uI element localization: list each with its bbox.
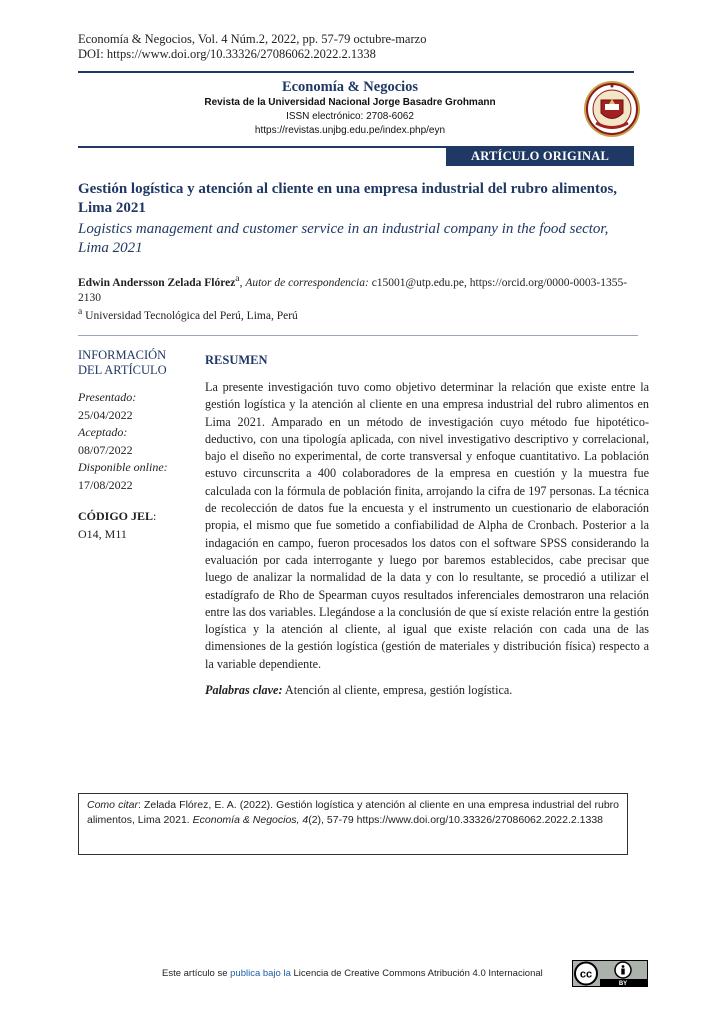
author-contact[interactable]: c15001@utp.edu.pe, https://orcid.org/0000-0003-1355-2130	[78, 276, 628, 305]
header-doi[interactable]: DOI: https://www.doi.org/10.33326/27086062.2022.2.1338	[78, 47, 376, 61]
online-label: Disponible online:	[78, 460, 168, 474]
author-line: Edwin Andersson Zelada Flórez$^a$, Autor de correspondencia: c15001@utp.edu.pe, https://orcid.org/0000-0003-1355-2130	[78, 273, 628, 305]
affiliation	[78, 304, 298, 324]
author-name: Edwin Andersson Zelada Flórez	[78, 276, 236, 289]
article-type-banner: ARTÍCULO ORIGINAL	[446, 146, 634, 166]
keywords-label: Palabras clave:	[205, 683, 283, 698]
journal-subtitle: Revista de la Universidad Nacional Jorge Basadre Grohmann	[204, 97, 496, 108]
journal-url[interactable]: https://revistas.unjbg.edu.pe/index.php/eyn	[254, 125, 446, 136]
cite-issue-doi[interactable]: (2), 57-79 https://www.doi.org/10.33326/27086062.2022.2.1338	[308, 814, 604, 826]
affiliation-text: Universidad Tecnológica del Perú, Lima, Perú	[85, 309, 298, 322]
cc-symbol: cc	[579, 968, 593, 981]
header-citation: Economía & Negocios, Vol. 4 Núm.2, 2022, pp. 57-79 octubre-marzo	[78, 32, 427, 46]
journal-name: Economía & Negocios	[281, 79, 419, 95]
university-seal-logo	[583, 80, 641, 138]
jel-codes: O14, M11	[78, 526, 127, 541]
keywords-list: Atención al cliente, empresa, gestión logística.	[284, 683, 513, 698]
running-header	[78, 32, 426, 62]
header-rule	[78, 71, 634, 73]
license-suffix: Licencia de Creative Commons Atribución 4.0 Internacional	[290, 968, 543, 979]
jel-title: CÓDIGO JEL:	[78, 509, 157, 523]
accepted-label: Aceptado:	[78, 425, 128, 439]
author-role: Autor de correspondencia:	[245, 276, 369, 289]
cite-text: : Zelada Flórez, E. A. (2022). Gestión logística y atención al cliente en una empresa industrial del rubro alimentos, Lima 2021.	[87, 799, 619, 826]
author-affil-mark: a	[235, 273, 240, 284]
article-info-title: INFORMACIÓN DEL ARTÍCULO	[78, 348, 167, 377]
how-to-cite-box	[78, 793, 628, 855]
keywords	[205, 682, 649, 699]
license-prefix: Este artículo se	[162, 968, 231, 979]
journal-issn: ISSN electrónico: 2708-6062	[286, 111, 414, 122]
license-notice	[162, 968, 543, 980]
cite-journal: Economía & Negocios, 4	[192, 814, 309, 826]
online-date: 17/08/2022	[78, 477, 133, 492]
article-info-sidebar	[78, 348, 188, 543]
abstract-title: RESUMEN	[205, 353, 268, 367]
cite-label: Como citar	[87, 799, 138, 811]
section-divider	[78, 335, 638, 336]
abstract-section	[205, 353, 649, 699]
affiliation-mark: a	[78, 306, 83, 317]
license-link[interactable]: publica bajo la	[230, 968, 291, 979]
journal-masthead	[200, 78, 500, 138]
cc-by-badge[interactable]	[572, 960, 648, 987]
by-label: BY	[618, 981, 628, 987]
presented-label: Presentado:	[78, 390, 137, 404]
accepted-date: 08/07/2022	[78, 442, 133, 457]
abstract-text: La presente investigación tuvo como objetivo determinar la relación que existe entre la gestión logística y la atención al cliente en una empresa industrial del rubro alimentos en Lima 2021. Amparado en un método de investigación cuyo método fue hipotético-deductivo, con una tipología aplicada, con nivel investigativo descriptivo y correlacional, bajo el diseño no experimental, de corte transversal y enfoque cuantitativo. La población estuvo circunscrita a 400 colaboradores de la empresa en cuestión y la muestra fue calculada con la fórmula de población finita, arrojando la cifra de 197 personas. La técnica de recolección de datos fue la encuesta y el instrumento un cuestionario de elaboración propia, el mismo que fue sometido a confiabilidad de Alpha de Cronbach. Posterior a la indagación en campo, fueron procesados los datos con el software SPSS considerando la evaluación por cada interrogante y luego por baremos establecidos, cabe precisar que luego de analizar la normalidad de la data y con lo resultante, se procedió a utilizar el estadígrafo de Rho de Spearman cuyos resultados inferenciales demostraron una relación entre las dos variables. Llegándose a la conclusión de que sí existe relación entre la gestión logística y la atención al cliente, al igual que existe relación con cada una de las dimensiones de la gestión logística (gestión de materiales y distribución física) respecto a la variable dependiente.	[205, 380, 650, 671]
presented-date: 25/04/2022	[78, 407, 133, 422]
title-spanish: Gestión logística y atención al cliente en una empresa industrial del rubro alimentos, Lima 2021	[78, 181, 618, 216]
title-english: Logistics management and customer service in an industrial company in the food sector, Lima 2021	[78, 221, 609, 256]
